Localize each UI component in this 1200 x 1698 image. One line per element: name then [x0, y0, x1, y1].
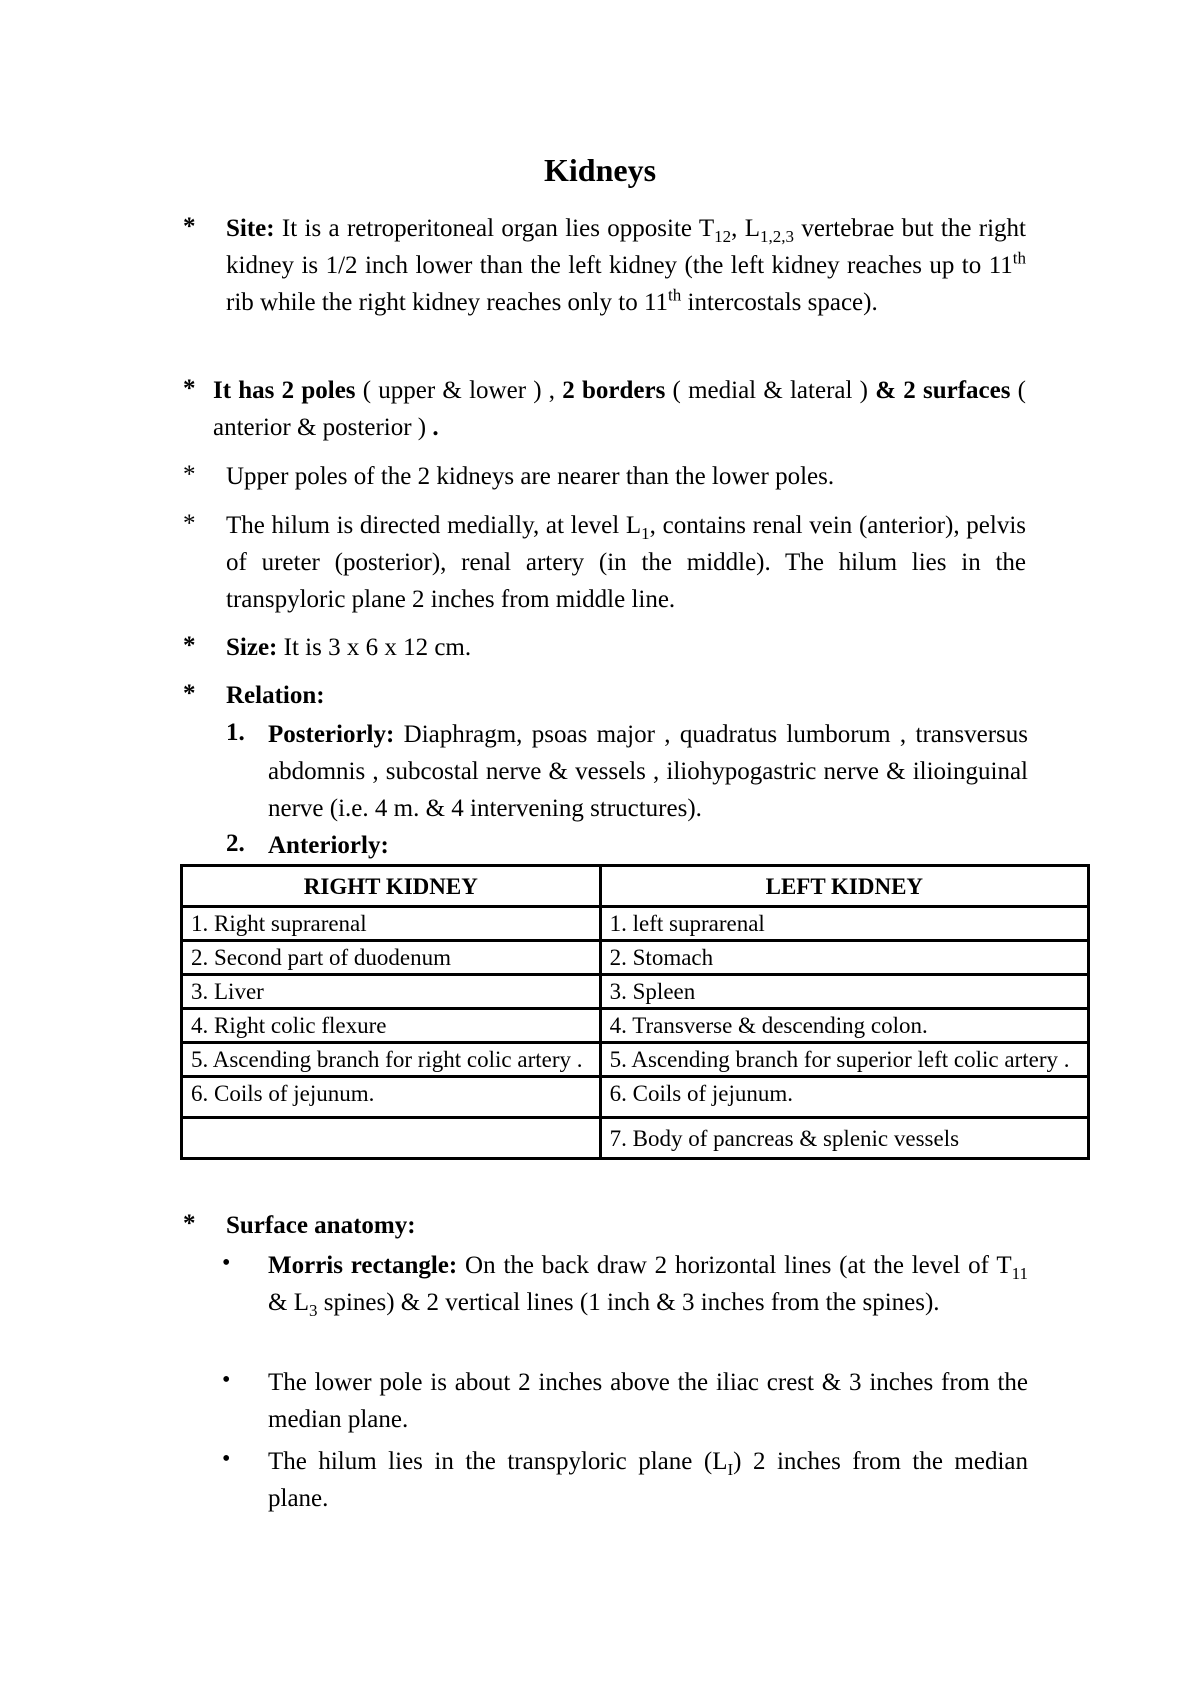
table-row — [182, 1077, 1089, 1118]
morris-sub-1: 11 — [1011, 1264, 1028, 1283]
poles-paragraph — [213, 372, 1026, 446]
table-header-row — [182, 866, 1089, 907]
size-text: It is 3 x 6 x 12 cm. — [277, 634, 472, 661]
poles-text-1: ( upper & lower ) , — [355, 377, 563, 404]
bullet-relation: * — [183, 680, 196, 707]
poles-bold-2: 2 borders — [562, 377, 666, 404]
table-cell: 1. Right suprarenal — [182, 907, 601, 941]
bullet-surface: * — [183, 1210, 196, 1237]
table-cell: 4. Transverse & descending colon. — [600, 1009, 1088, 1043]
poles-bold-4: . — [432, 414, 439, 441]
table-header-right-kidney: RIGHT KIDNEY — [182, 866, 601, 907]
hilum-paragraph — [226, 507, 1026, 618]
table-cell: 6. Coils of jejunum. — [600, 1077, 1088, 1118]
upper-poles-paragraph: Upper poles of the 2 kidneys are nearer than the lower poles. — [226, 463, 835, 490]
bullet-morris: • — [222, 1250, 231, 1276]
bullet-poles: * — [183, 375, 196, 402]
size-label: Size: — [226, 634, 278, 661]
morris-text-1: On the back draw 2 horizontal lines (at the level of T — [457, 1252, 1012, 1279]
anterior-label: Anteriorly: — [268, 832, 389, 859]
site-sub-2: 1,2,3 — [760, 227, 794, 246]
table-cell: 4. Right colic flexure — [182, 1009, 601, 1043]
site-text-5: intercostals space). — [681, 289, 878, 316]
surface-heading — [226, 1207, 1026, 1244]
size-paragraph — [226, 629, 1026, 666]
hilum-sub-1: 1 — [641, 524, 650, 543]
posterior-number: 1. — [226, 719, 245, 746]
bullet-hilum: * — [183, 510, 196, 537]
table-cell: 2. Second part of duodenum — [182, 941, 601, 975]
site-sup-1: th — [1012, 248, 1026, 268]
morris-label: Morris rectangle: — [268, 1252, 458, 1279]
table-row — [182, 907, 1089, 941]
surface-hilum-text-1: The hilum lies in the transpyloric plane (L — [268, 1448, 728, 1475]
site-text-3: vertebrae but the right kidney is 1/2 inch lower than the left kidney (the left kidney reaches up to 11 — [226, 215, 1026, 279]
table-cell: 3. Liver — [182, 975, 601, 1009]
morris-paragraph — [268, 1247, 1028, 1321]
morris-text-3: spines) & 2 vertical lines (1 inch & 3 inches from the spines). — [317, 1289, 940, 1316]
table-cell: 2. Stomach — [600, 941, 1088, 975]
relation-label: Relation: — [226, 682, 325, 709]
table-cell: 6. Coils of jejunum. — [182, 1077, 601, 1118]
poles-text-2: ( medial & lateral ) — [665, 377, 876, 404]
posterior-text: Diaphragm, psoas major , quadratus lumborum , transversus abdomnis , subcostal nerve & vessels , iliohypogastric nerve & ilioinguinal nerve (i.e. 4 m. & 4 intervening structures). — [268, 721, 1028, 822]
posterior-paragraph — [268, 716, 1028, 827]
morris-text-2: & L — [268, 1289, 309, 1316]
poles-bold-3: & 2 surfaces — [875, 377, 1011, 404]
morris-sub-2: 3 — [308, 1301, 318, 1320]
anterior-number: 2. — [226, 830, 245, 857]
table-row — [182, 1009, 1089, 1043]
bullet-site: * — [183, 213, 196, 240]
site-sup-2: th — [668, 285, 682, 305]
table-cell: 5. Ascending branch for right colic artery . — [182, 1043, 601, 1077]
site-text-1: It is a retroperitoneal organ lies opposite T — [274, 215, 715, 242]
bullet-lower-pole: • — [222, 1367, 231, 1393]
anterior-relations-table — [180, 864, 1090, 1160]
bullet-size: * — [183, 632, 196, 659]
table-row — [182, 975, 1089, 1009]
lower-pole-paragraph: The lower pole is about 2 inches above the iliac crest & 3 inches from the median plane. — [268, 1369, 1028, 1433]
table-row — [182, 1118, 1089, 1159]
anterior-heading — [268, 827, 1028, 864]
surface-hilum-paragraph — [268, 1443, 1028, 1517]
table-row — [182, 1043, 1089, 1077]
bullet-surface-hilum: • — [222, 1446, 231, 1472]
hilum-text-2: , contains renal vein (anterior), pelvis of ureter (posterior), renal artery (in the middle). The hilum lies in the transpyloric plane 2 inches from middle line. — [226, 512, 1027, 613]
table-cell: 5. Ascending branch for superior left colic artery . — [600, 1043, 1088, 1077]
table-header-left-kidney: LEFT KIDNEY — [600, 866, 1088, 907]
site-text-2: , L — [731, 215, 760, 242]
site-paragraph — [226, 210, 1026, 321]
poles-bold-1: It has 2 poles — [213, 377, 356, 404]
site-text-4: rib while the right kidney reaches only to 11 — [226, 289, 669, 316]
hilum-text-1: The hilum is directed medially, at level L — [226, 512, 642, 539]
bullet-upper-poles: * — [183, 461, 196, 488]
page-title: Kidneys — [543, 152, 657, 188]
relation-heading — [226, 677, 1026, 714]
surface-hilum-text-2: ) 2 inches from the median plane. — [268, 1448, 1028, 1512]
surface-hilum-sub-1: I — [727, 1460, 734, 1479]
poles-text-3: ( anterior & posterior ) — [213, 377, 1026, 441]
table-cell: 3. Spleen — [600, 975, 1088, 1009]
table-cell: 7. Body of pancreas & splenic vessels — [600, 1118, 1088, 1159]
posterior-label: Posteriorly: — [268, 721, 395, 748]
surface-label: Surface anatomy: — [226, 1212, 416, 1239]
table-cell: 1. left suprarenal — [600, 907, 1088, 941]
table-cell — [182, 1118, 601, 1159]
table-row — [182, 941, 1089, 975]
site-sub-1: 12 — [714, 227, 732, 246]
site-label: Site: — [226, 215, 275, 242]
